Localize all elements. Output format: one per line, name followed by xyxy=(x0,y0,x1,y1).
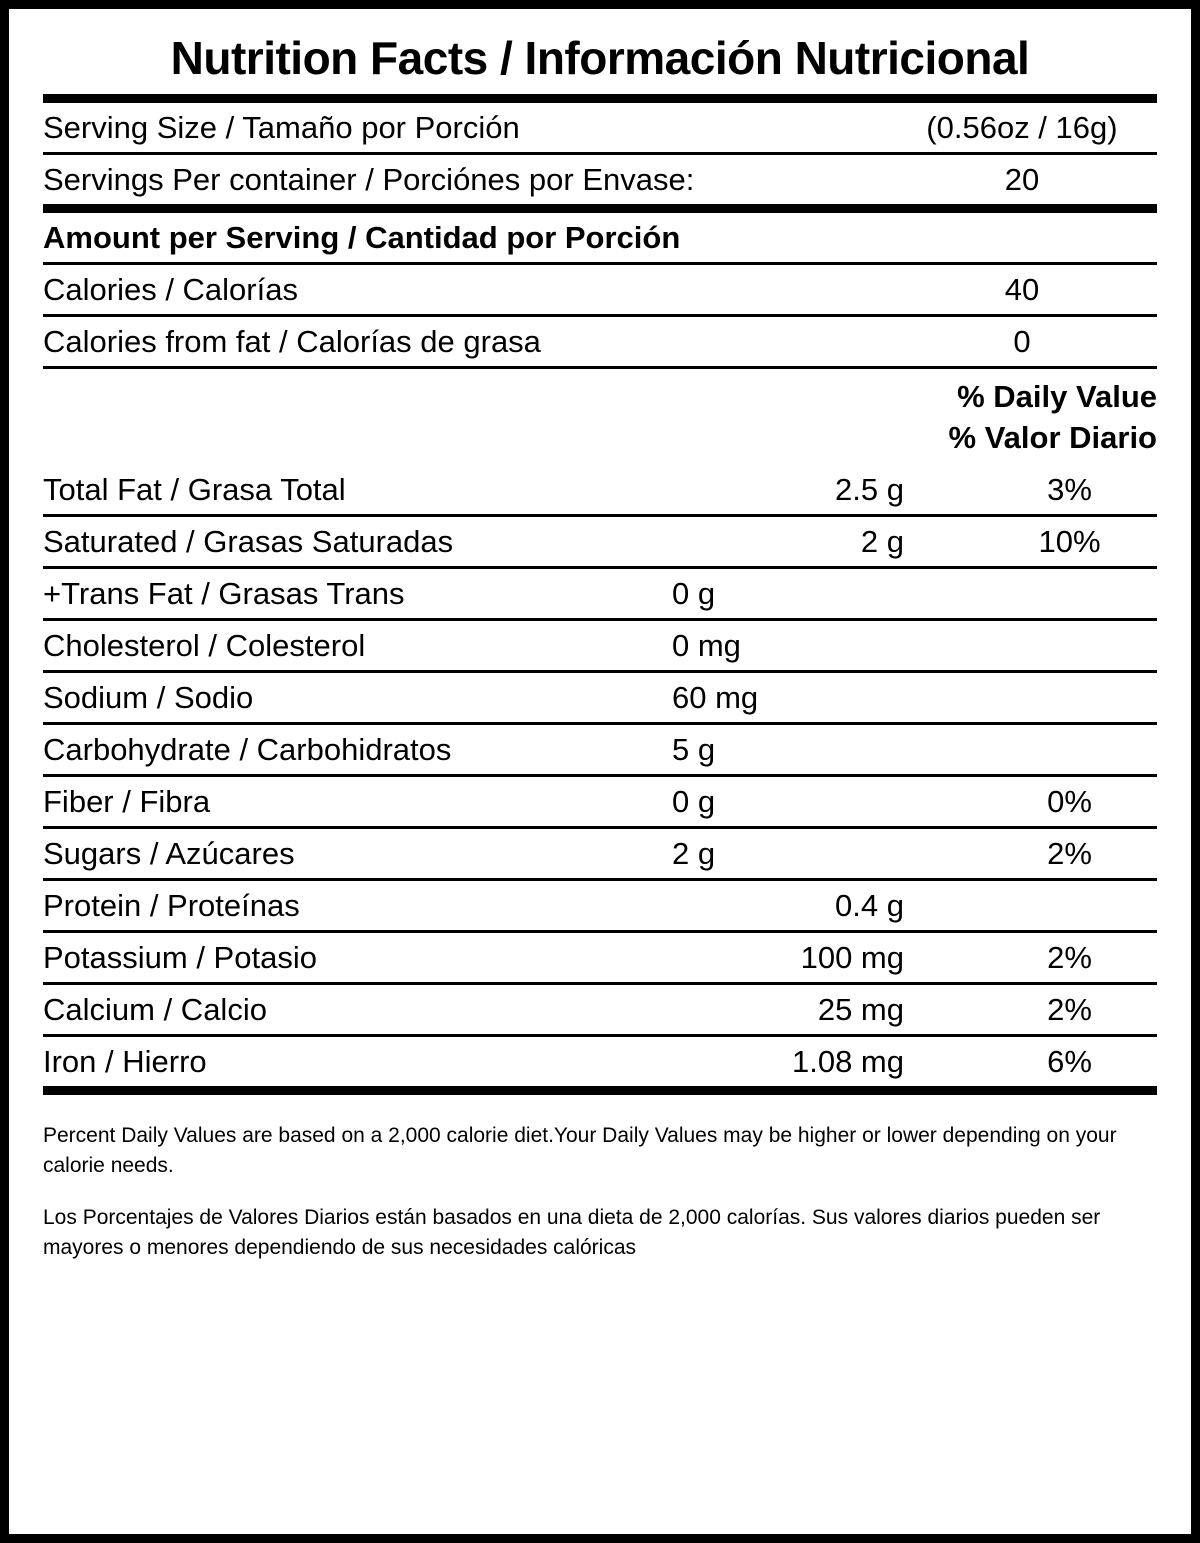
nutrient-name: Iron / Hierro xyxy=(43,1036,654,1091)
facts-table xyxy=(43,103,1157,466)
table-row-serving-size xyxy=(43,103,1157,154)
table-row xyxy=(43,568,1157,620)
nutrient-amount: 25 mg xyxy=(654,984,982,1036)
nutrient-amount: 1.08 mg xyxy=(654,1036,982,1091)
table-row-servings-per-container xyxy=(43,153,1157,208)
table-row xyxy=(43,776,1157,828)
nutrient-name: Sodium / Sodio xyxy=(43,672,654,724)
table-row xyxy=(43,516,1157,568)
calories-from-fat-value: 0 xyxy=(887,315,1157,367)
nutrient-daily-value: 10% xyxy=(982,516,1157,568)
nutrient-daily-value: 2% xyxy=(982,828,1157,880)
nutrient-amount: 2 g xyxy=(654,828,982,880)
nutrient-amount: 100 mg xyxy=(654,932,982,984)
nutrient-daily-value: 6% xyxy=(982,1036,1157,1091)
table-row xyxy=(43,932,1157,984)
nutrient-daily-value xyxy=(982,568,1157,620)
table-row-amount-per-serving xyxy=(43,208,1157,263)
nutrient-daily-value xyxy=(982,620,1157,672)
table-row xyxy=(43,465,1157,516)
page-title: Nutrition Facts / Información Nutricional xyxy=(170,32,1030,84)
nutrient-name: Total Fat / Grasa Total xyxy=(43,465,654,516)
servings-per-container-label: Servings Per container / Porciónes por Envase: xyxy=(43,153,887,208)
nutrient-name: Carbohydrate / Carbohidratos xyxy=(43,724,654,776)
footnote-english: Percent Daily Values are based on a 2,000 calorie diet.Your Daily Values may be higher or lower depending on your calorie needs. xyxy=(43,1124,1117,1178)
table-row xyxy=(43,620,1157,672)
nutrient-daily-value: 0% xyxy=(982,776,1157,828)
calories-label: Calories / Calorías xyxy=(43,263,887,315)
calories-value: 40 xyxy=(887,263,1157,315)
nutrients-table-body xyxy=(43,465,1157,1091)
daily-value-header xyxy=(887,367,1157,465)
nutrient-name: Saturated / Grasas Saturadas xyxy=(43,516,654,568)
nutrient-amount: 0 g xyxy=(654,568,982,620)
table-row xyxy=(43,880,1157,932)
title-divider xyxy=(43,94,1157,103)
nutrient-amount: 0 mg xyxy=(654,620,982,672)
nutrient-daily-value xyxy=(982,880,1157,932)
nutrient-daily-value: 2% xyxy=(982,984,1157,1036)
nutrient-name: Cholesterol / Colesterol xyxy=(43,620,654,672)
table-row-calories xyxy=(43,263,1157,315)
nutrient-name: +Trans Fat / Grasas Trans xyxy=(43,568,654,620)
nutrient-amount: 0 g xyxy=(654,776,982,828)
nutrient-amount: 2.5 g xyxy=(654,465,982,516)
table-row xyxy=(43,984,1157,1036)
nutrient-name: Fiber / Fibra xyxy=(43,776,654,828)
table-row xyxy=(43,828,1157,880)
nutrient-name: Protein / Proteínas xyxy=(43,880,654,932)
table-row xyxy=(43,672,1157,724)
nutrient-name: Sugars / Azúcares xyxy=(43,828,654,880)
label-inner xyxy=(39,27,1161,1263)
table-row-daily-value-header xyxy=(43,367,1157,465)
daily-value-header-spanish: % Valor Diario xyxy=(948,420,1157,456)
amount-per-serving-label: Amount per Serving / Cantidad por Porción xyxy=(43,208,1157,263)
nutrient-name: Potassium / Potasio xyxy=(43,932,654,984)
nutrient-amount: 60 mg xyxy=(654,672,982,724)
footnotes xyxy=(43,1095,1157,1262)
calories-from-fat-label: Calories from fat / Calorías de grasa xyxy=(43,315,887,367)
nutrient-daily-value xyxy=(982,672,1157,724)
nutrient-daily-value: 3% xyxy=(982,465,1157,516)
table-row xyxy=(43,724,1157,776)
daily-value-header-english: % Daily Value xyxy=(957,378,1157,414)
nutrient-daily-value: 2% xyxy=(982,932,1157,984)
nutrient-amount: 0.4 g xyxy=(654,880,982,932)
nutrient-name: Calcium / Calcio xyxy=(43,984,654,1036)
servings-per-container-value: 20 xyxy=(887,153,1157,208)
daily-value-header-spacer xyxy=(43,367,887,465)
nutrient-amount: 2 g xyxy=(654,516,982,568)
nutrient-amount: 5 g xyxy=(654,724,982,776)
table-row-calories-from-fat xyxy=(43,315,1157,367)
serving-size-value: (0.56oz / 16g) xyxy=(887,103,1157,154)
serving-size-label: Serving Size / Tamaño por Porción xyxy=(43,103,887,154)
nutrients-table xyxy=(43,465,1157,1095)
nutrient-daily-value xyxy=(982,724,1157,776)
footnote-spanish: Los Porcentajes de Valores Diarios están basados en una dieta de 2,000 calorías. Sus valores diarios pueden ser mayores o menores dependiendo de sus necesidades calóricas xyxy=(43,1205,1101,1259)
table-row xyxy=(43,1036,1157,1091)
